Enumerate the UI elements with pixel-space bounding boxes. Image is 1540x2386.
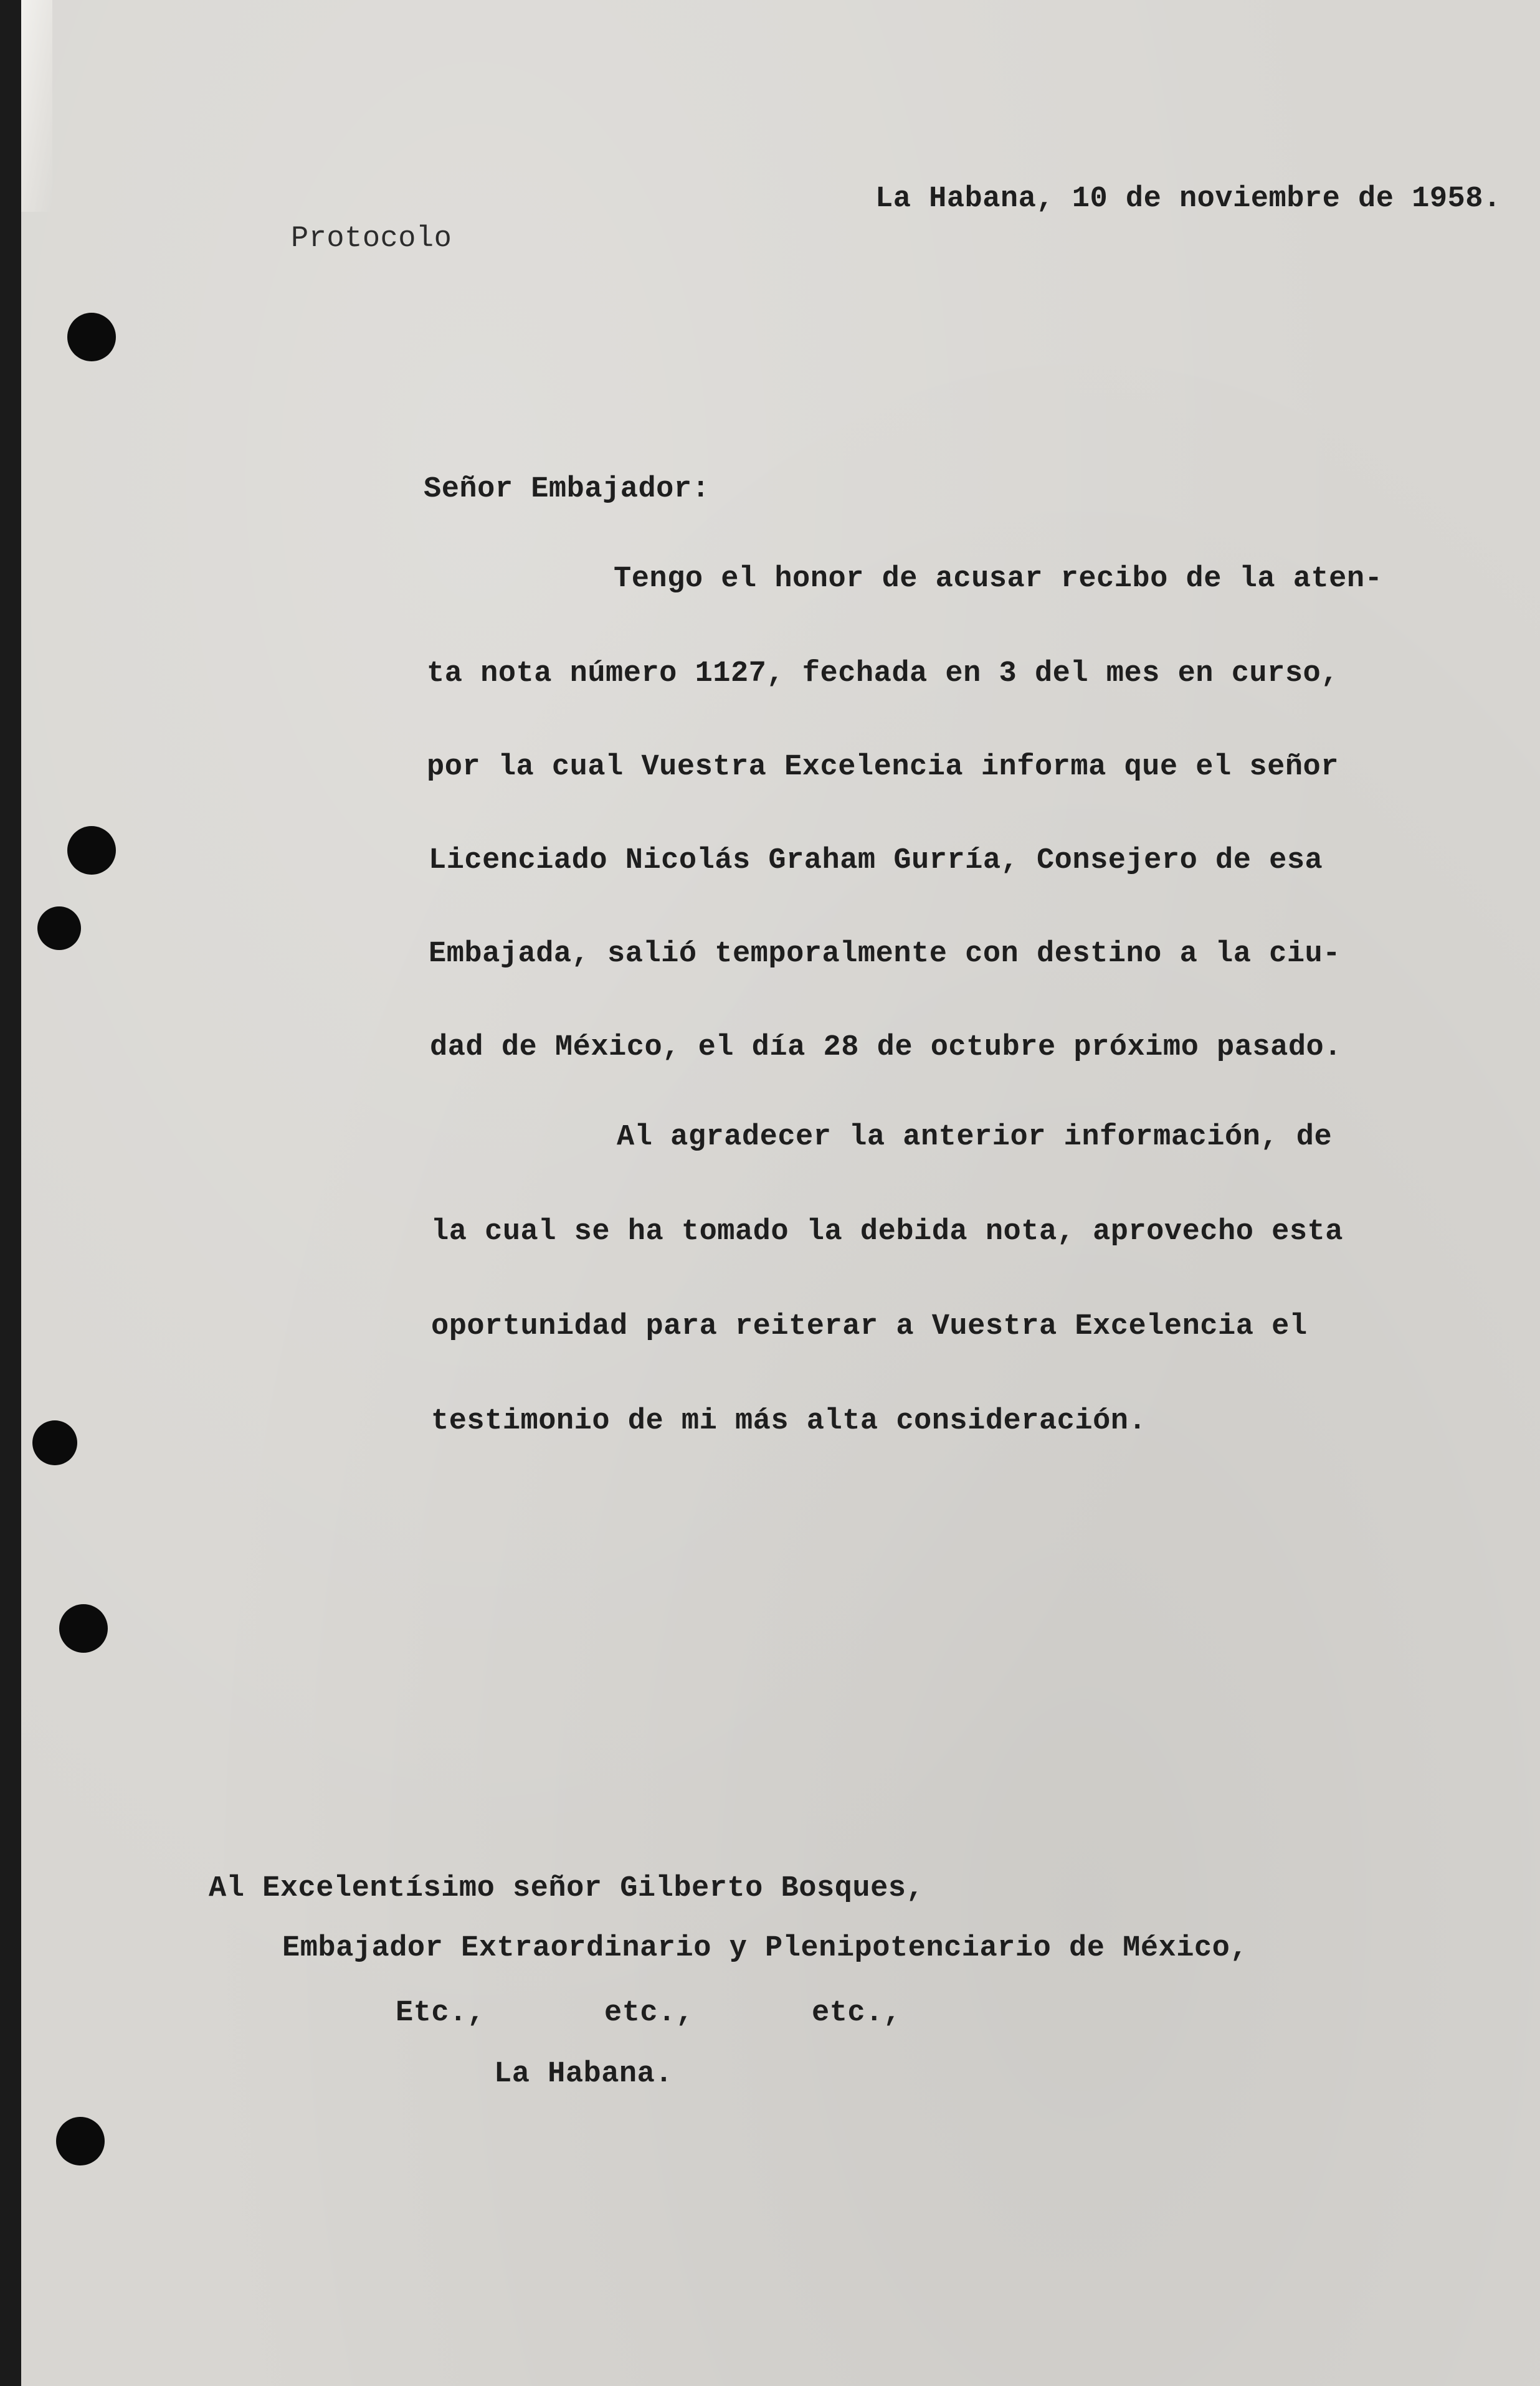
addressee-city: La Habana. (494, 2058, 673, 2091)
punch-hole (67, 826, 116, 875)
body-line: por la cual Vuestra Excelencia informa que el señor (427, 751, 1339, 784)
body-line: Licenciado Nicolás Graham Gurría, Consejero de esa (429, 844, 1323, 877)
salutation: Señor Embajador: (424, 473, 710, 506)
addressee-etc: etc., (812, 1997, 901, 2030)
body-line: Embajada, salió temporalmente con destino a la ciu- (429, 938, 1341, 971)
body-line: dad de México, el día 28 de octubre próximo pasado. (430, 1031, 1342, 1064)
body-line: Tengo el honor de acusar recibo de la aten- (614, 563, 1383, 596)
torn-corner (21, 0, 52, 212)
body-line: ta nota número 1127, fechada en 3 del mes en curso, (427, 657, 1339, 690)
body-line: la cual se ha tomado la debida nota, aprovecho esta (431, 1215, 1343, 1248)
punch-hole (32, 1420, 77, 1465)
punch-hole (67, 313, 116, 361)
punch-hole (59, 1604, 108, 1653)
addressee-line: Embajador Extraordinario y Plenipotenciario de México, (282, 1932, 1248, 1965)
punch-hole (37, 906, 81, 950)
addressee-line: Al Excelentísimo señor Gilberto Bosques, (209, 1872, 924, 1905)
letter-page (21, 0, 1540, 2386)
addressee-etc: etc., (604, 1997, 694, 2030)
addressee-etc: Etc., (396, 1997, 485, 2030)
body-line: oportunidad para reiterar a Vuestra Excelencia el (431, 1310, 1308, 1343)
reference-label: Protocolo (291, 222, 452, 255)
place-date: La Habana, 10 de noviembre de 1958. (875, 183, 1501, 216)
body-line: testimonio de mi más alta consideración. (431, 1405, 1147, 1438)
body-line: Al agradecer la anterior información, de (617, 1121, 1333, 1154)
punch-hole (56, 2117, 105, 2165)
